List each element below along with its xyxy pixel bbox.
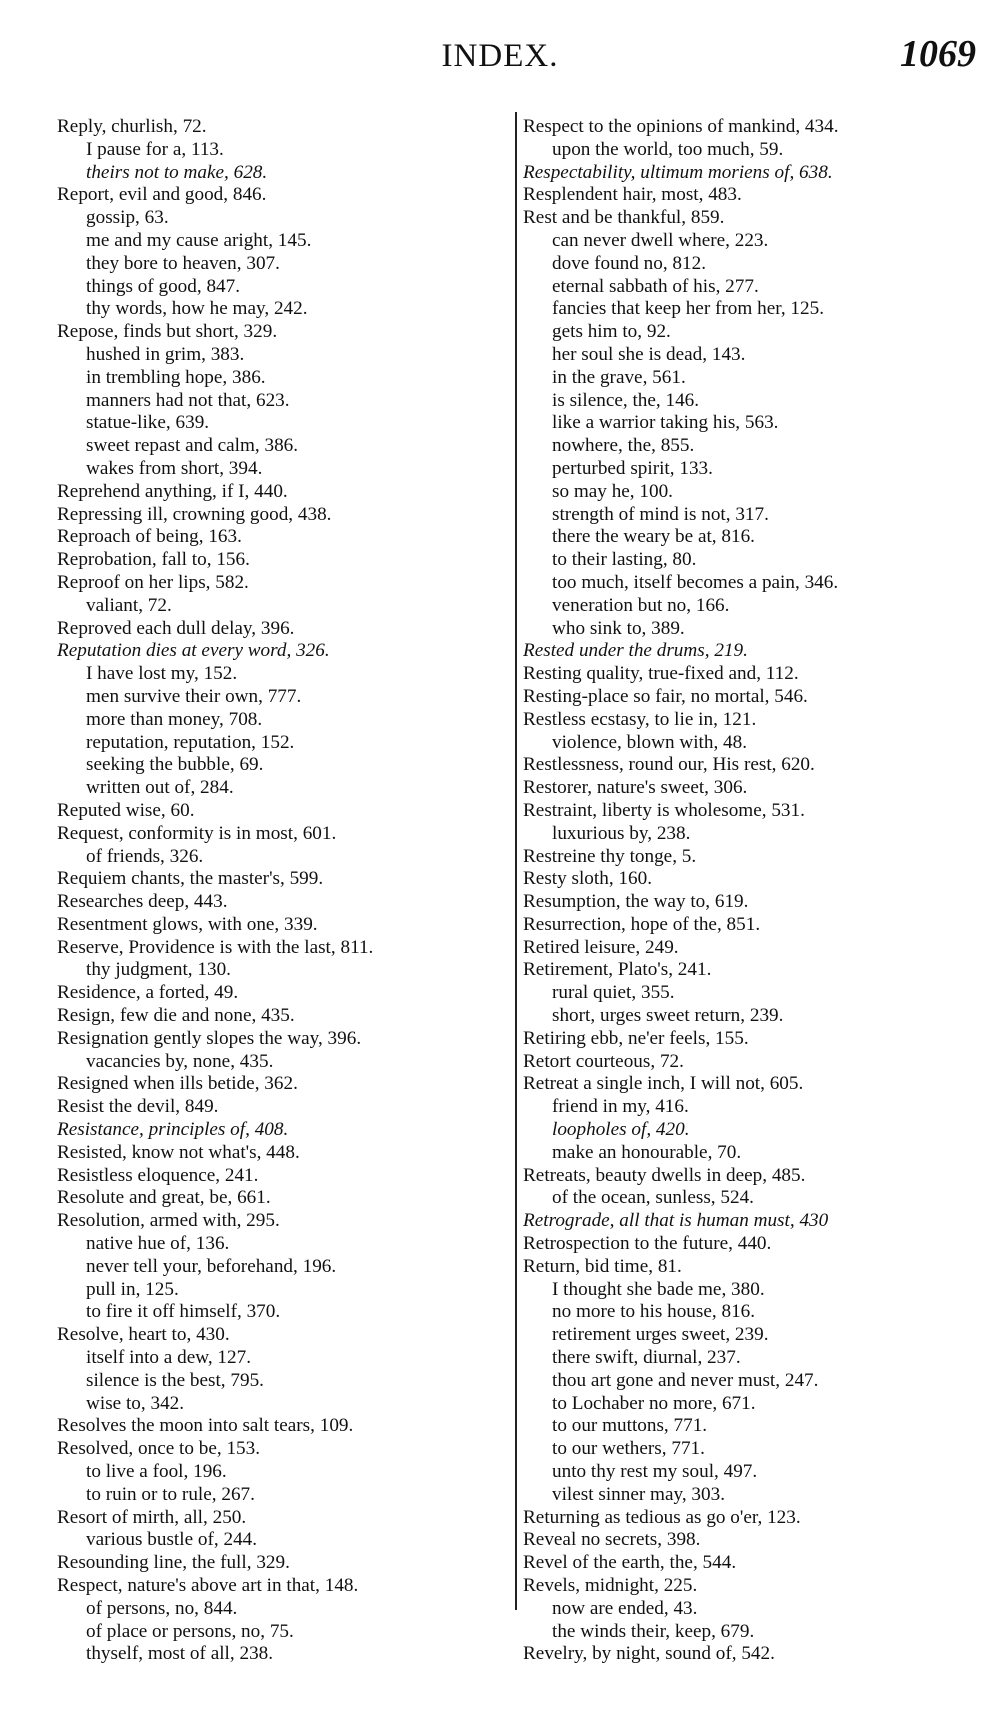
index-subentry: perturbed spirit, 133. bbox=[552, 457, 713, 479]
index-entry: Reply, churlish, 72. bbox=[57, 116, 207, 137]
index-subentry: there the weary be at, 816. bbox=[552, 526, 755, 548]
index-subentry: now are ended, 43. bbox=[552, 1597, 698, 1619]
index-entry: Resolved, once to be, 153. bbox=[57, 1438, 261, 1460]
index-subentry: never tell your, beforehand, 196. bbox=[86, 1255, 337, 1277]
index-entry: Reputed wise, 60. bbox=[57, 799, 195, 821]
index-entry: Resolute and great, be, 661. bbox=[57, 1187, 271, 1209]
index-subentry: more than money, 708. bbox=[86, 708, 263, 730]
index-entry: Returning as tedious as go o'er, 123. bbox=[523, 1506, 801, 1528]
index-subentry: vacancies by, none, 435. bbox=[86, 1050, 274, 1072]
index-entry: Resistless eloquence, 241. bbox=[57, 1164, 259, 1186]
index-subentry: who sink to, 389. bbox=[552, 617, 685, 639]
index-subentry: loopholes of, 420. bbox=[552, 1119, 690, 1141]
index-entry: Resolution, armed with, 295. bbox=[57, 1210, 280, 1232]
index-entry: Resting-place so fair, no mortal, 546. bbox=[523, 685, 808, 707]
index-subentry: of place or persons, no, 75. bbox=[86, 1620, 294, 1642]
index-entry: Rest and be thankful, 859. bbox=[523, 207, 725, 229]
index-subentry: written out of, 284. bbox=[86, 777, 234, 799]
index-entry: Reproach of being, 163. bbox=[57, 526, 242, 548]
index-entry: Resistance, principles of, 408. bbox=[57, 1119, 289, 1141]
index-subentry: of persons, no, 844. bbox=[86, 1597, 238, 1619]
index-subentry: unto thy rest my soul, 497. bbox=[552, 1461, 758, 1483]
column-divider bbox=[515, 112, 517, 1610]
index-subentry: I pause for a, 113. bbox=[86, 138, 224, 160]
index-subentry: make an honourable, 70. bbox=[552, 1141, 742, 1163]
index-subentry: thy judgment, 130. bbox=[86, 959, 231, 981]
index-subentry: wise to, 342. bbox=[86, 1392, 185, 1414]
index-subentry: of friends, 326. bbox=[86, 845, 204, 867]
index-subentry: violence, blown with, 48. bbox=[552, 731, 748, 753]
index-entry: Return, bid time, 81. bbox=[523, 1255, 682, 1277]
index-subentry: thy words, how he may, 242. bbox=[86, 298, 308, 320]
index-subentry: fancies that keep her from her, 125. bbox=[552, 298, 825, 320]
index-entry: Restless ecstasy, to lie in, 121. bbox=[523, 708, 757, 730]
index-entry: Resounding line, the full, 329. bbox=[57, 1552, 290, 1574]
index-entry: Resplendent hair, most, 483. bbox=[523, 184, 742, 206]
index-entry: Resign, few die and none, 435. bbox=[57, 1005, 295, 1027]
index-subentry: various bustle of, 244. bbox=[86, 1529, 258, 1551]
index-subentry: pull in, 125. bbox=[86, 1278, 179, 1300]
index-entry: Researches deep, 443. bbox=[57, 891, 228, 913]
index-subentry: can never dwell where, 223. bbox=[552, 229, 769, 251]
index-entry: Revelry, by night, sound of, 542. bbox=[523, 1643, 775, 1665]
index-subentry: thyself, most of all, 238. bbox=[86, 1643, 274, 1665]
index-subentry: men survive their own, 777. bbox=[86, 685, 302, 707]
index-entry: Retreat a single inch, I will not, 605. bbox=[523, 1073, 804, 1095]
index-entry: Resurrection, hope of the, 851. bbox=[523, 913, 761, 935]
index-subentry: I thought she bade me, 380. bbox=[552, 1278, 765, 1300]
index-entry: Reprobation, fall to, 156. bbox=[57, 549, 250, 571]
index-entry: Resolve, heart to, 430. bbox=[57, 1324, 230, 1346]
index-subentry: retirement urges sweet, 239. bbox=[552, 1324, 769, 1346]
index-entry: Retrospection to the future, 440. bbox=[523, 1233, 772, 1255]
index-subentry: friend in my, 416. bbox=[552, 1096, 689, 1118]
index-subentry: nowhere, the, 855. bbox=[552, 435, 695, 457]
index-subentry: the winds their, keep, 679. bbox=[552, 1620, 755, 1642]
index-entry: Revel of the earth, the, 544. bbox=[523, 1552, 737, 1574]
page-title: INDEX. bbox=[441, 38, 559, 74]
index-entry: Reprehend anything, if I, 440. bbox=[57, 480, 288, 502]
index-entry: Retrograde, all that is human must, 430 bbox=[523, 1210, 829, 1232]
index-entry: Residence, a forted, 49. bbox=[57, 982, 239, 1004]
index-subentry: dove found no, 812. bbox=[552, 252, 707, 274]
index-subentry: me and my cause aright, 145. bbox=[86, 229, 312, 251]
index-subentry: short, urges sweet return, 239. bbox=[552, 1005, 784, 1027]
index-entry: Resort of mirth, all, 250. bbox=[57, 1506, 247, 1528]
index-entry: Respect to the opinions of mankind, 434. bbox=[523, 116, 839, 137]
index-subentry: to ruin or to rule, 267. bbox=[86, 1483, 255, 1505]
index-subentry: gets him to, 92. bbox=[552, 321, 671, 343]
index-subentry: to our muttons, 771. bbox=[552, 1415, 708, 1437]
right-index-column bbox=[523, 116, 983, 1666]
index-entry: Revels, midnight, 225. bbox=[523, 1575, 698, 1596]
index-entry: Reputation dies at every word, 326. bbox=[57, 640, 330, 662]
index-entry: Restraint, liberty is wholesome, 531. bbox=[523, 799, 805, 821]
index-subentry: strength of mind is not, 317. bbox=[552, 503, 769, 525]
index-subentry: manners had not that, 623. bbox=[86, 389, 290, 411]
index-entry: Report, evil and good, 846. bbox=[57, 184, 267, 206]
index-subentry: they bore to heaven, 307. bbox=[86, 252, 280, 274]
index-subentry: like a warrior taking his, 563. bbox=[552, 412, 779, 434]
index-subentry: sweet repast and calm, 386. bbox=[86, 435, 299, 457]
index-subentry: gossip, 63. bbox=[86, 207, 169, 229]
index-subentry: thou art gone and never must, 247. bbox=[552, 1369, 819, 1391]
index-entry: Restlessness, round our, His rest, 620. bbox=[523, 754, 815, 776]
index-subentry: of the ocean, sunless, 524. bbox=[552, 1187, 754, 1209]
index-entry: Reserve, Providence is with the last, 811. bbox=[57, 936, 374, 958]
index-entry: Resumption, the way to, 619. bbox=[523, 891, 749, 913]
index-entry: Resigned when ills betide, 362. bbox=[57, 1073, 298, 1095]
index-subentry: upon the world, too much, 59. bbox=[552, 138, 784, 160]
index-subentry: eternal sabbath of his, 277. bbox=[552, 275, 759, 297]
index-subentry: hushed in grim, 383. bbox=[86, 343, 245, 365]
index-subentry: veneration but no, 166. bbox=[552, 594, 730, 616]
index-entry: Resist the devil, 849. bbox=[57, 1096, 219, 1118]
index-entry: Reproved each dull delay, 396. bbox=[57, 617, 295, 639]
index-subentry: to fire it off himself, 370. bbox=[86, 1301, 281, 1323]
index-subentry: luxurious by, 238. bbox=[552, 822, 691, 844]
index-subentry: native hue of, 136. bbox=[86, 1233, 230, 1255]
index-entry: Repose, finds but short, 329. bbox=[57, 321, 278, 343]
index-subentry: vilest sinner may, 303. bbox=[552, 1483, 726, 1505]
index-entry: Requiem chants, the master's, 599. bbox=[57, 868, 324, 890]
index-subentry: too much, itself becomes a pain, 346. bbox=[552, 571, 839, 593]
index-subentry: reputation, reputation, 152. bbox=[86, 731, 295, 753]
index-entry: Reveal no secrets, 398. bbox=[523, 1529, 701, 1551]
index-entry: Respectability, ultimum moriens of, 638. bbox=[523, 161, 833, 183]
index-subentry: valiant, 72. bbox=[86, 594, 172, 616]
index-subentry: theirs not to make, 628. bbox=[86, 161, 268, 183]
index-subentry: to their lasting, 80. bbox=[552, 549, 697, 571]
index-subentry: is silence, the, 146. bbox=[552, 389, 700, 411]
index-subentry: in the grave, 561. bbox=[552, 366, 686, 388]
index-subentry: her soul she is dead, 143. bbox=[552, 343, 746, 365]
left-index-column bbox=[57, 116, 507, 1666]
index-entry: Resolves the moon into salt tears, 109. bbox=[57, 1415, 354, 1437]
index-subentry: silence is the best, 795. bbox=[86, 1369, 264, 1391]
index-entry: Resty sloth, 160. bbox=[523, 868, 652, 890]
index-subentry: to our wethers, 771. bbox=[552, 1438, 705, 1460]
index-entry: Respect, nature's above art in that, 148. bbox=[57, 1575, 359, 1596]
index-entry: Request, conformity is in most, 601. bbox=[57, 822, 337, 844]
index-entry: Retired leisure, 249. bbox=[523, 936, 679, 958]
index-entry: Reproof on her lips, 582. bbox=[57, 571, 249, 593]
index-subentry: rural quiet, 355. bbox=[552, 982, 675, 1004]
index-entry: Rested under the drums, 219. bbox=[523, 640, 748, 662]
index-entry: Resignation gently slopes the way, 396. bbox=[57, 1027, 362, 1049]
index-entry: Resisted, know not what's, 448. bbox=[57, 1141, 300, 1163]
index-entry: Resentment glows, with one, 339. bbox=[57, 913, 318, 935]
index-subentry: statue-like, 639. bbox=[86, 412, 210, 434]
index-entry: Retirement, Plato's, 241. bbox=[523, 959, 712, 981]
index-subentry: to Lochaber no more, 671. bbox=[552, 1392, 756, 1414]
index-entry: Retort courteous, 72. bbox=[523, 1050, 684, 1072]
index-entry: Repressing ill, crowning good, 438. bbox=[57, 503, 332, 525]
page-number: 1069 bbox=[900, 33, 976, 75]
index-entry: Retreats, beauty dwells in deep, 485. bbox=[523, 1164, 806, 1186]
index-subentry: in trembling hope, 386. bbox=[86, 366, 266, 388]
index-subentry: so may he, 100. bbox=[552, 480, 673, 502]
index-entry: Resting quality, true-fixed and, 112. bbox=[523, 663, 799, 685]
index-subentry: to live a fool, 196. bbox=[86, 1461, 227, 1483]
index-entry: Restreine thy tonge, 5. bbox=[523, 845, 697, 867]
index-subentry: things of good, 847. bbox=[86, 275, 241, 297]
index-subentry: no more to his house, 816. bbox=[552, 1301, 756, 1323]
index-subentry: seeking the bubble, 69. bbox=[86, 754, 264, 776]
page-header bbox=[0, 30, 1000, 90]
index-subentry: I have lost my, 152. bbox=[86, 663, 238, 685]
index-subentry: wakes from short, 394. bbox=[86, 457, 263, 479]
index-subentry: itself into a dew, 127. bbox=[86, 1347, 252, 1369]
index-subentry: there swift, diurnal, 237. bbox=[552, 1347, 741, 1369]
index-entry: Restorer, nature's sweet, 306. bbox=[523, 777, 748, 799]
index-entry: Retiring ebb, ne'er feels, 155. bbox=[523, 1027, 749, 1049]
